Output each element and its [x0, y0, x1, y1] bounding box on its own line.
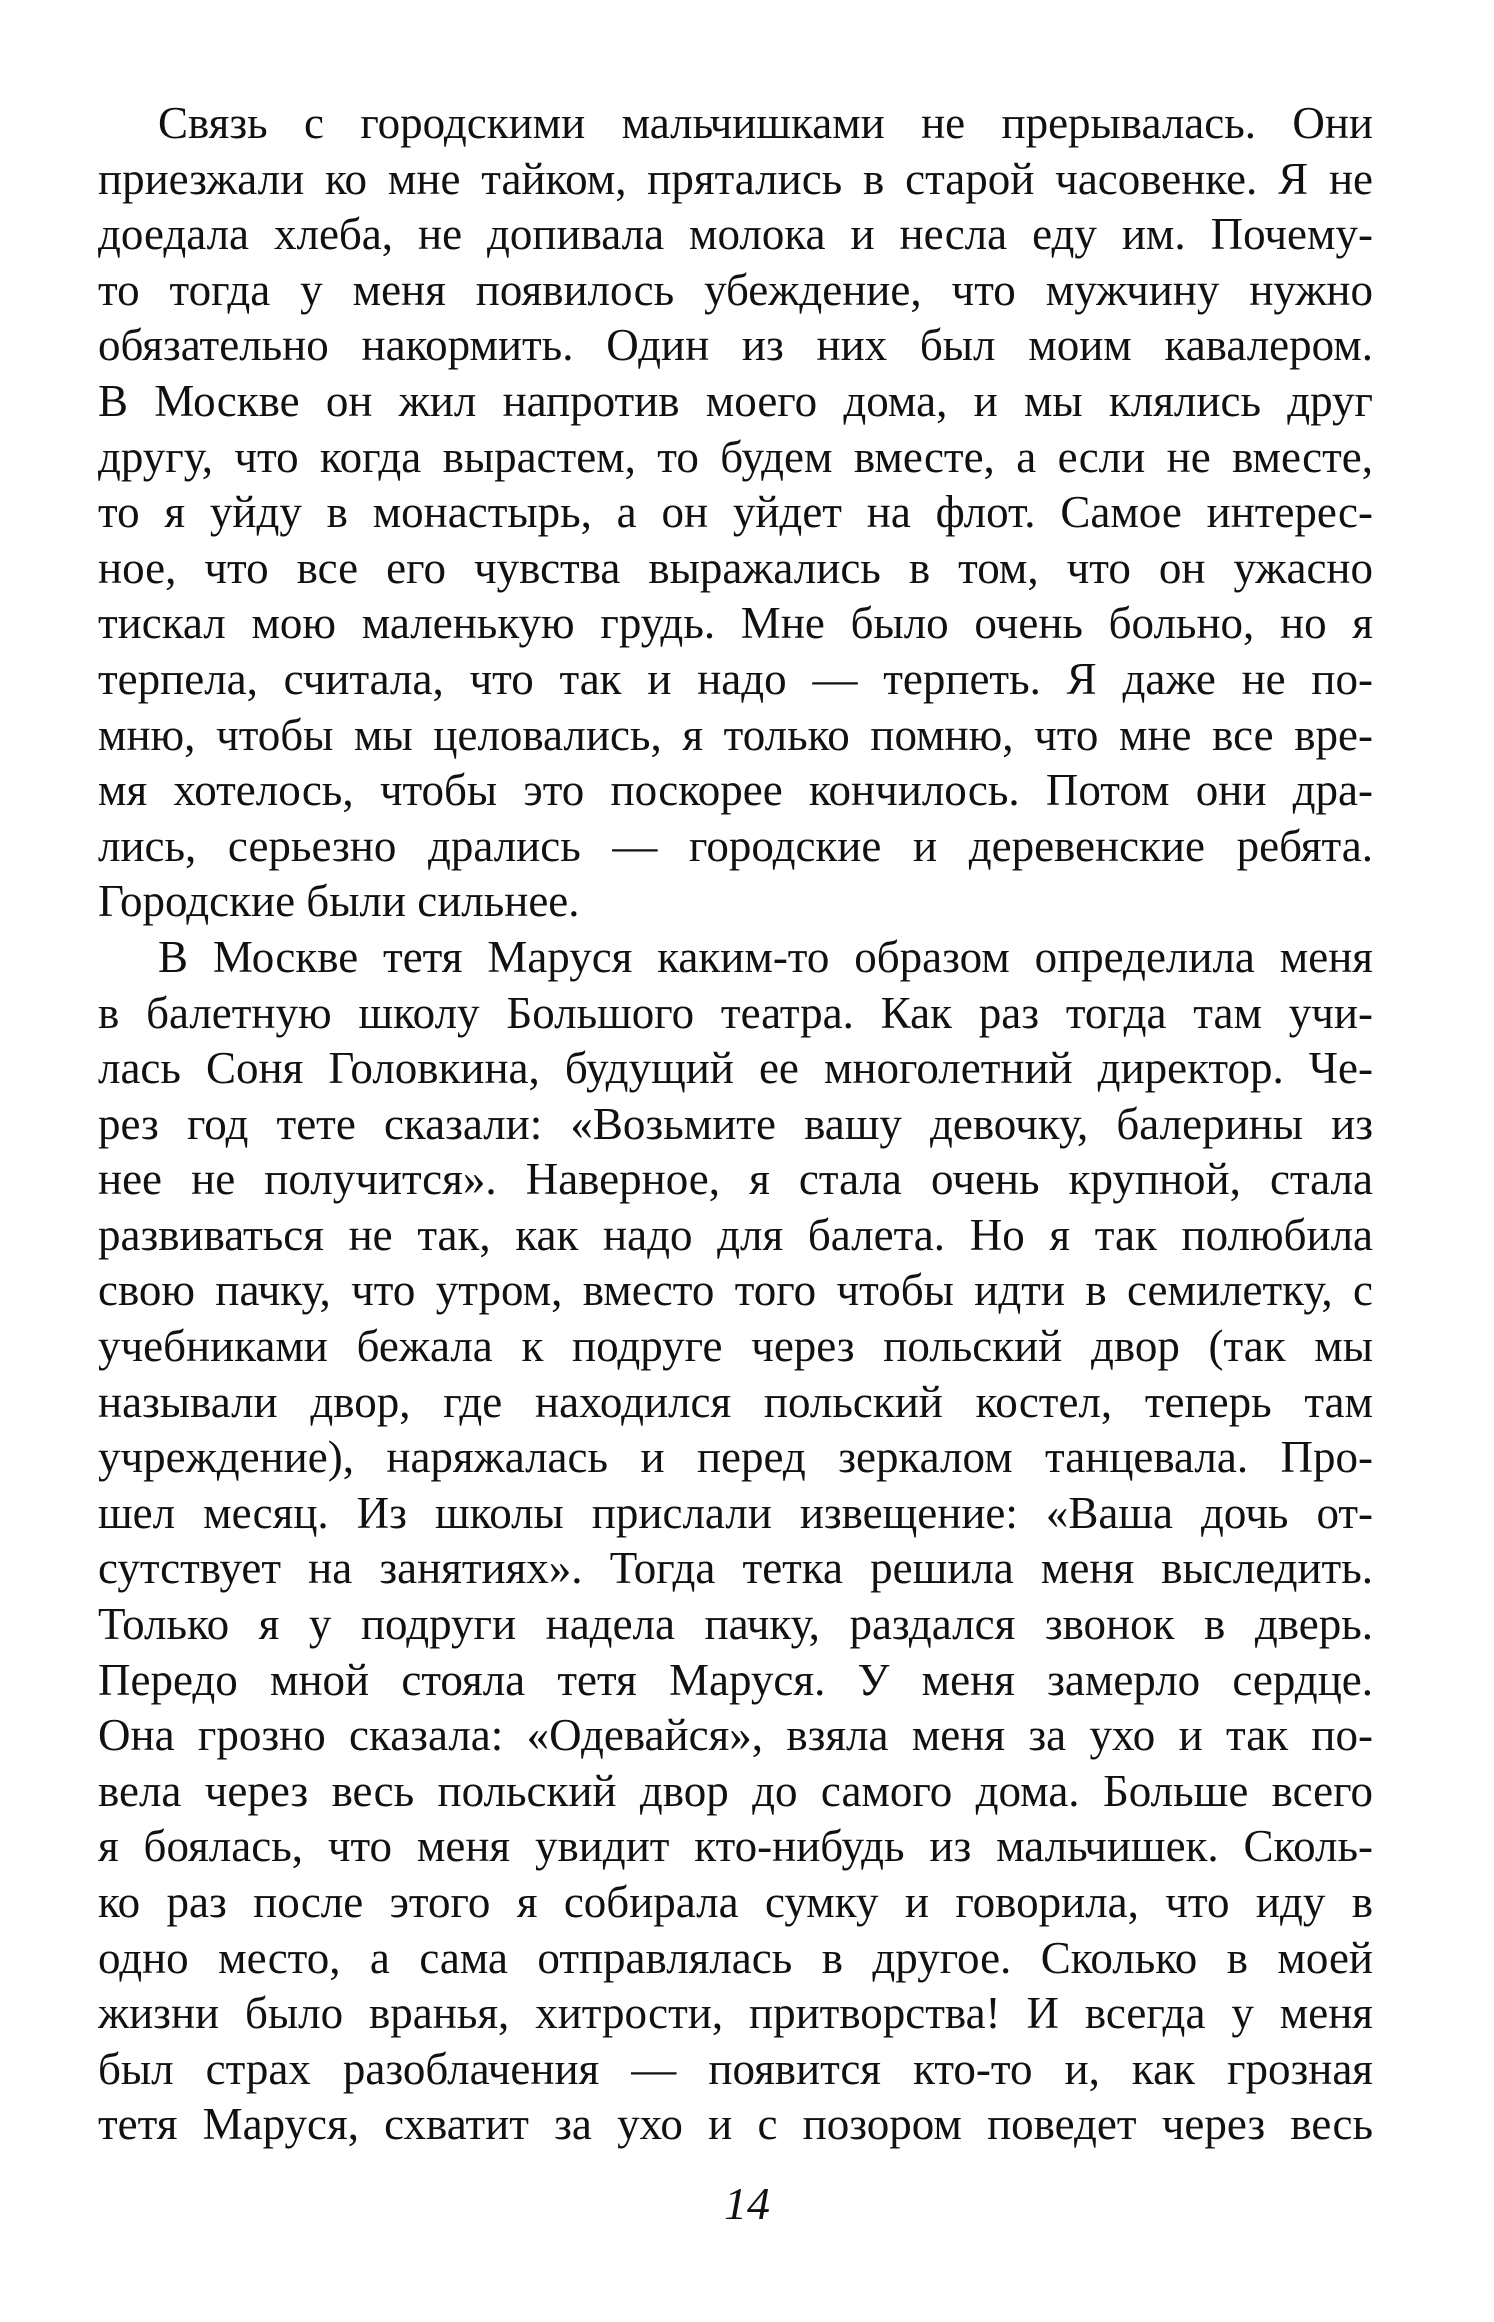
- page-number: 14: [724, 2178, 770, 2229]
- text-line: свою пачку, что утром, вместо того чтобы идти в семилетку, с: [98, 1265, 1373, 1316]
- text-line: лась Соня Головкина, будущий ее многолетний директор. Че-: [98, 1043, 1373, 1094]
- text-line: терпела, считала, что так и надо — терпеть. Я даже не по-: [98, 653, 1373, 704]
- text-line: доедала хлеба, не допивала молока и несла еду им. Почему-: [98, 209, 1373, 260]
- text-line: Она грозно сказала: «Одевайся», взяла меня за ухо и так по-: [98, 1710, 1373, 1761]
- text-line: я боялась, что меня увидит кто-нибудь из мальчишек. Сколь-: [98, 1821, 1373, 1872]
- text-line: лись, серьезно дрались — городские и деревенские ребята.: [98, 820, 1373, 871]
- text-line: мя хотелось, чтобы это поскорее кончилось. Потом они дра-: [98, 765, 1373, 816]
- text-line: вела через весь польский двор до самого дома. Больше всего: [98, 1765, 1373, 1816]
- text-line: одно место, а сама отправлялась в другое. Сколько в моей: [98, 1932, 1373, 1983]
- text-line: приезжали ко мне тайком, прятались в старой часовенке. Я не: [98, 153, 1373, 204]
- text-line: развиваться не так, как надо для балета. Но я так полюбила: [98, 1209, 1373, 1260]
- paragraph-2: [98, 930, 1373, 2153]
- text-line: обязательно накормить. Один из них был моим кавалером.: [98, 320, 1373, 371]
- text-line: В Москве он жил напротив моего дома, и мы клялись друг: [98, 375, 1373, 426]
- text-line: Связь с городскими мальчишками не прерывалась. Они: [158, 98, 1373, 148]
- text-line: рез год тете сказали: «Возьмите вашу девочку, балерины из: [98, 1098, 1373, 1149]
- text-line: ное, что все его чувства выражались в том, что он ужасно: [98, 542, 1373, 593]
- text-line: то я уйду в монастырь, а он уйдет на флот. Самое интерес-: [98, 487, 1373, 538]
- text-line: жизни было вранья, хитрости, притворства! И всегда у меня: [98, 1988, 1373, 2039]
- text-line: другу, что когда вырастем, то будем вместе, а если не вместе,: [98, 431, 1373, 482]
- page-body: [98, 96, 1373, 2153]
- text-line: был страх разоблачения — появится кто-то и, как грозная: [98, 2043, 1373, 2094]
- text-line: шел месяц. Из школы прислали извещение: «Ваша дочь от-: [98, 1487, 1373, 1538]
- paragraph-1: [98, 96, 1373, 930]
- text-line: мню, чтобы мы целовались, я только помню, что мне все вре-: [98, 709, 1373, 760]
- text-line: в балетную школу Большого театра. Как раз тогда там учи-: [98, 987, 1373, 1038]
- text-line: учреждение), наряжалась и перед зеркалом танцевала. Про-: [98, 1432, 1373, 1483]
- text-line: тетя Маруся, схватит за ухо и с позором поведет через весь: [98, 2099, 1373, 2150]
- text-line: Городские были сильнее.: [98, 876, 580, 927]
- text-line: тискал мою маленькую грудь. Мне было очень больно, но я: [98, 598, 1373, 649]
- text-line: то тогда у меня появилось убеждение, что мужчину нужно: [98, 264, 1373, 315]
- text-line: нее не получится». Наверное, я стала очень крупной, стала: [98, 1154, 1373, 1205]
- text-line: В Москве тетя Маруся каким-то образом определила меня: [158, 931, 1373, 982]
- text-line: Передо мной стояла тетя Маруся. У меня замерло сердце.: [98, 1654, 1373, 1705]
- text-line: называли двор, где находился польский костел, теперь там: [98, 1376, 1373, 1427]
- text-line: сутствует на занятиях». Тогда тетка решила меня выследить.: [98, 1543, 1373, 1594]
- text-line: ко раз после этого я собирала сумку и говорила, что иду в: [98, 1877, 1373, 1927]
- text-line: Только я у подруги надела пачку, раздался звонок в дверь.: [98, 1599, 1373, 1650]
- text-line: учебниками бежала к подруге через польский двор (так мы: [98, 1321, 1373, 1372]
